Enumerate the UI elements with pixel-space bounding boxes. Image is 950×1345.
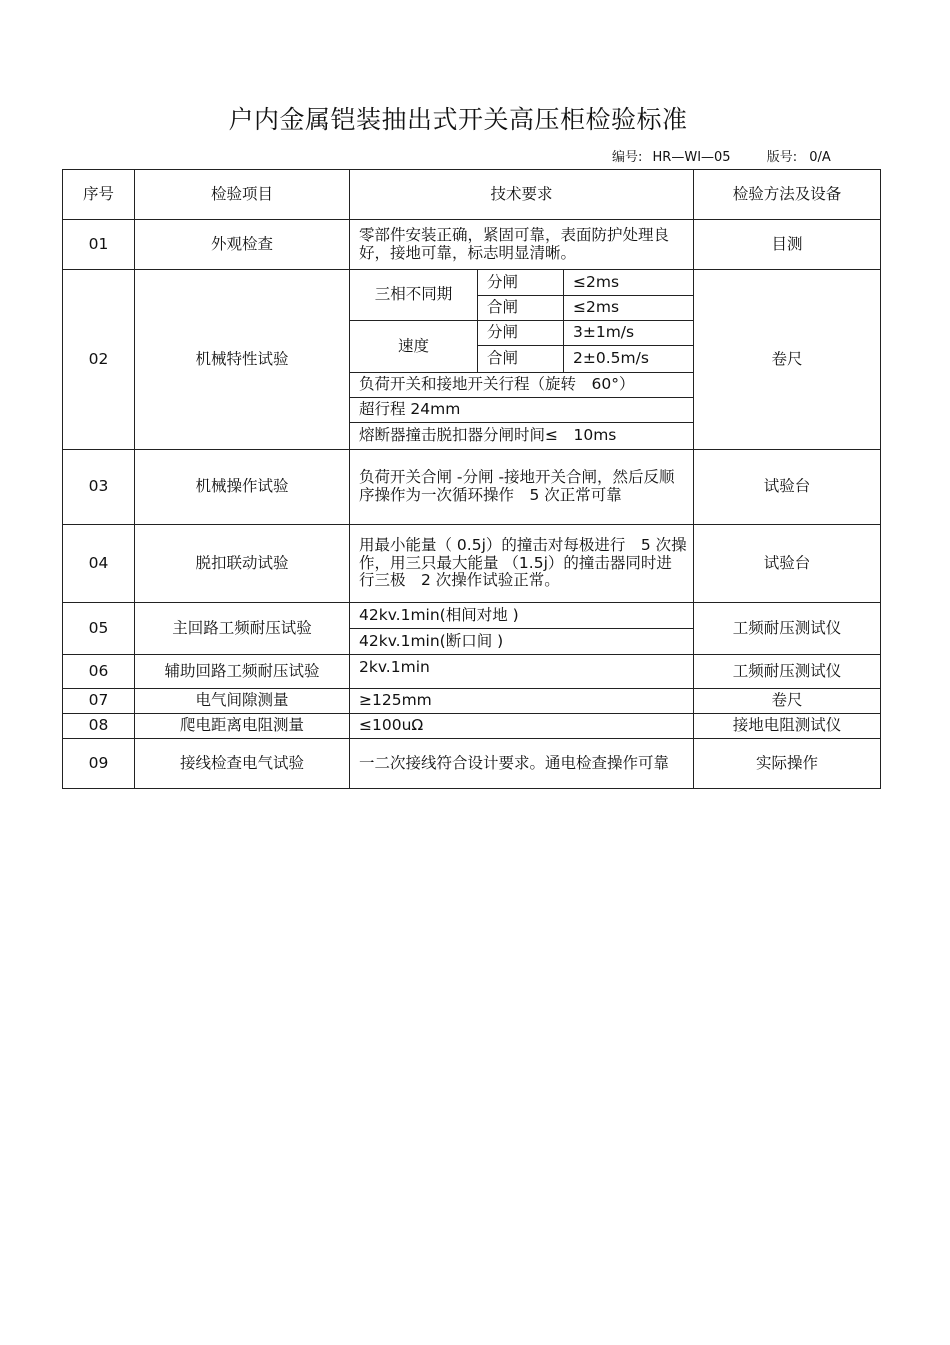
table-row xyxy=(63,450,881,525)
async-close-value: ≤2ms xyxy=(564,296,694,321)
header-no: 序号 xyxy=(63,170,135,220)
row-no: 01 xyxy=(63,220,135,270)
row-method: 试验台 xyxy=(694,525,881,603)
row-requirement: 负荷开关合闸 -分闸 -接地开关合闸，然后反顺序操作为一次循环操作 5 次正常可靠 xyxy=(350,450,694,525)
open-label: 分闸 xyxy=(478,270,564,296)
row-requirement: ≤100uΩ xyxy=(350,714,694,739)
row-no: 09 xyxy=(63,739,135,789)
row-no: 06 xyxy=(63,655,135,689)
row-item: 电气间隙测量 xyxy=(135,689,350,714)
overtravel-requirement: 超行程 24mm xyxy=(350,398,694,423)
row-no: 02 xyxy=(63,270,135,450)
travel-requirement: 负荷开关和接地开关行程（旋转 60°） xyxy=(350,373,694,398)
row-method: 卷尺 xyxy=(694,270,881,450)
document-title: 户内金属铠装抽出式开关高压柜检验标准 xyxy=(228,105,688,134)
row-no: 04 xyxy=(63,525,135,603)
inspection-table xyxy=(62,169,881,789)
open-label: 分闸 xyxy=(478,321,564,346)
header-method: 检验方法及设备 xyxy=(694,170,881,220)
table-row xyxy=(63,739,881,789)
speed-open-value: 3±1m/s xyxy=(564,321,694,346)
row-item: 接线检查电气试验 xyxy=(135,739,350,789)
table-row xyxy=(63,270,881,296)
row-item: 脱扣联动试验 xyxy=(135,525,350,603)
table-row xyxy=(63,603,881,629)
header-item: 检验项目 xyxy=(135,170,350,220)
header-requirement: 技术要求 xyxy=(350,170,694,220)
row-method: 实际操作 xyxy=(694,739,881,789)
row-no: 07 xyxy=(63,689,135,714)
row-method: 试验台 xyxy=(694,450,881,525)
table-row xyxy=(63,525,881,603)
row-requirement-a: 42kv.1min(相间对地 ) xyxy=(350,603,694,629)
row-method: 工频耐压测试仪 xyxy=(694,603,881,655)
fuse-requirement: 熔断器撞击脱扣器分闸时间≤ 10ms xyxy=(350,423,694,450)
row-item: 爬电距离电阻测量 xyxy=(135,714,350,739)
table-row xyxy=(63,655,881,689)
row-requirement-b: 42kv.1min(断口间 ) xyxy=(350,629,694,655)
row-no: 03 xyxy=(63,450,135,525)
row-method: 接地电阻测试仪 xyxy=(694,714,881,739)
number-value: HR—WI—05 xyxy=(652,150,731,165)
close-label: 合闸 xyxy=(478,296,564,321)
row-method: 卷尺 xyxy=(694,689,881,714)
row-item: 主回路工频耐压试验 xyxy=(135,603,350,655)
row-method: 目测 xyxy=(694,220,881,270)
row-requirement: ≥125mm xyxy=(350,689,694,714)
document-info xyxy=(612,146,831,165)
number-label: 编号: xyxy=(612,150,643,165)
async-open-value: ≤2ms xyxy=(564,270,694,296)
speed-label: 速度 xyxy=(350,321,478,373)
table-row xyxy=(63,220,881,270)
speed-close-value: 2±0.5m/s xyxy=(564,346,694,373)
row-requirement: 2kv.1min xyxy=(350,655,694,689)
header-row xyxy=(63,170,881,220)
row-requirement: 零部件安装正确，紧固可靠，表面防护处理良好，接地可靠，标志明显清晰。 xyxy=(350,220,694,270)
version-value: 0/A xyxy=(809,150,831,165)
table-row xyxy=(63,689,881,714)
version-label: 版号: xyxy=(766,150,798,165)
table-row xyxy=(63,714,881,739)
row-item: 机械操作试验 xyxy=(135,450,350,525)
close-label: 合闸 xyxy=(478,346,564,373)
row-item: 机械特性试验 xyxy=(135,270,350,450)
row-no: 08 xyxy=(63,714,135,739)
row-requirement: 用最小能量（ 0.5j）的撞击对每极进行 5 次操作，用三只最大能量 （1.5j）的撞击器同时进行三极 2 次操作试验正常。 xyxy=(350,525,694,603)
row-item: 外观检查 xyxy=(135,220,350,270)
async-label: 三相不同期 xyxy=(350,270,478,321)
row-item: 辅助回路工频耐压试验 xyxy=(135,655,350,689)
row-method: 工频耐压测试仪 xyxy=(694,655,881,689)
row-requirement: 一二次接线符合设计要求。通电检查操作可靠 xyxy=(350,739,694,789)
row-no: 05 xyxy=(63,603,135,655)
